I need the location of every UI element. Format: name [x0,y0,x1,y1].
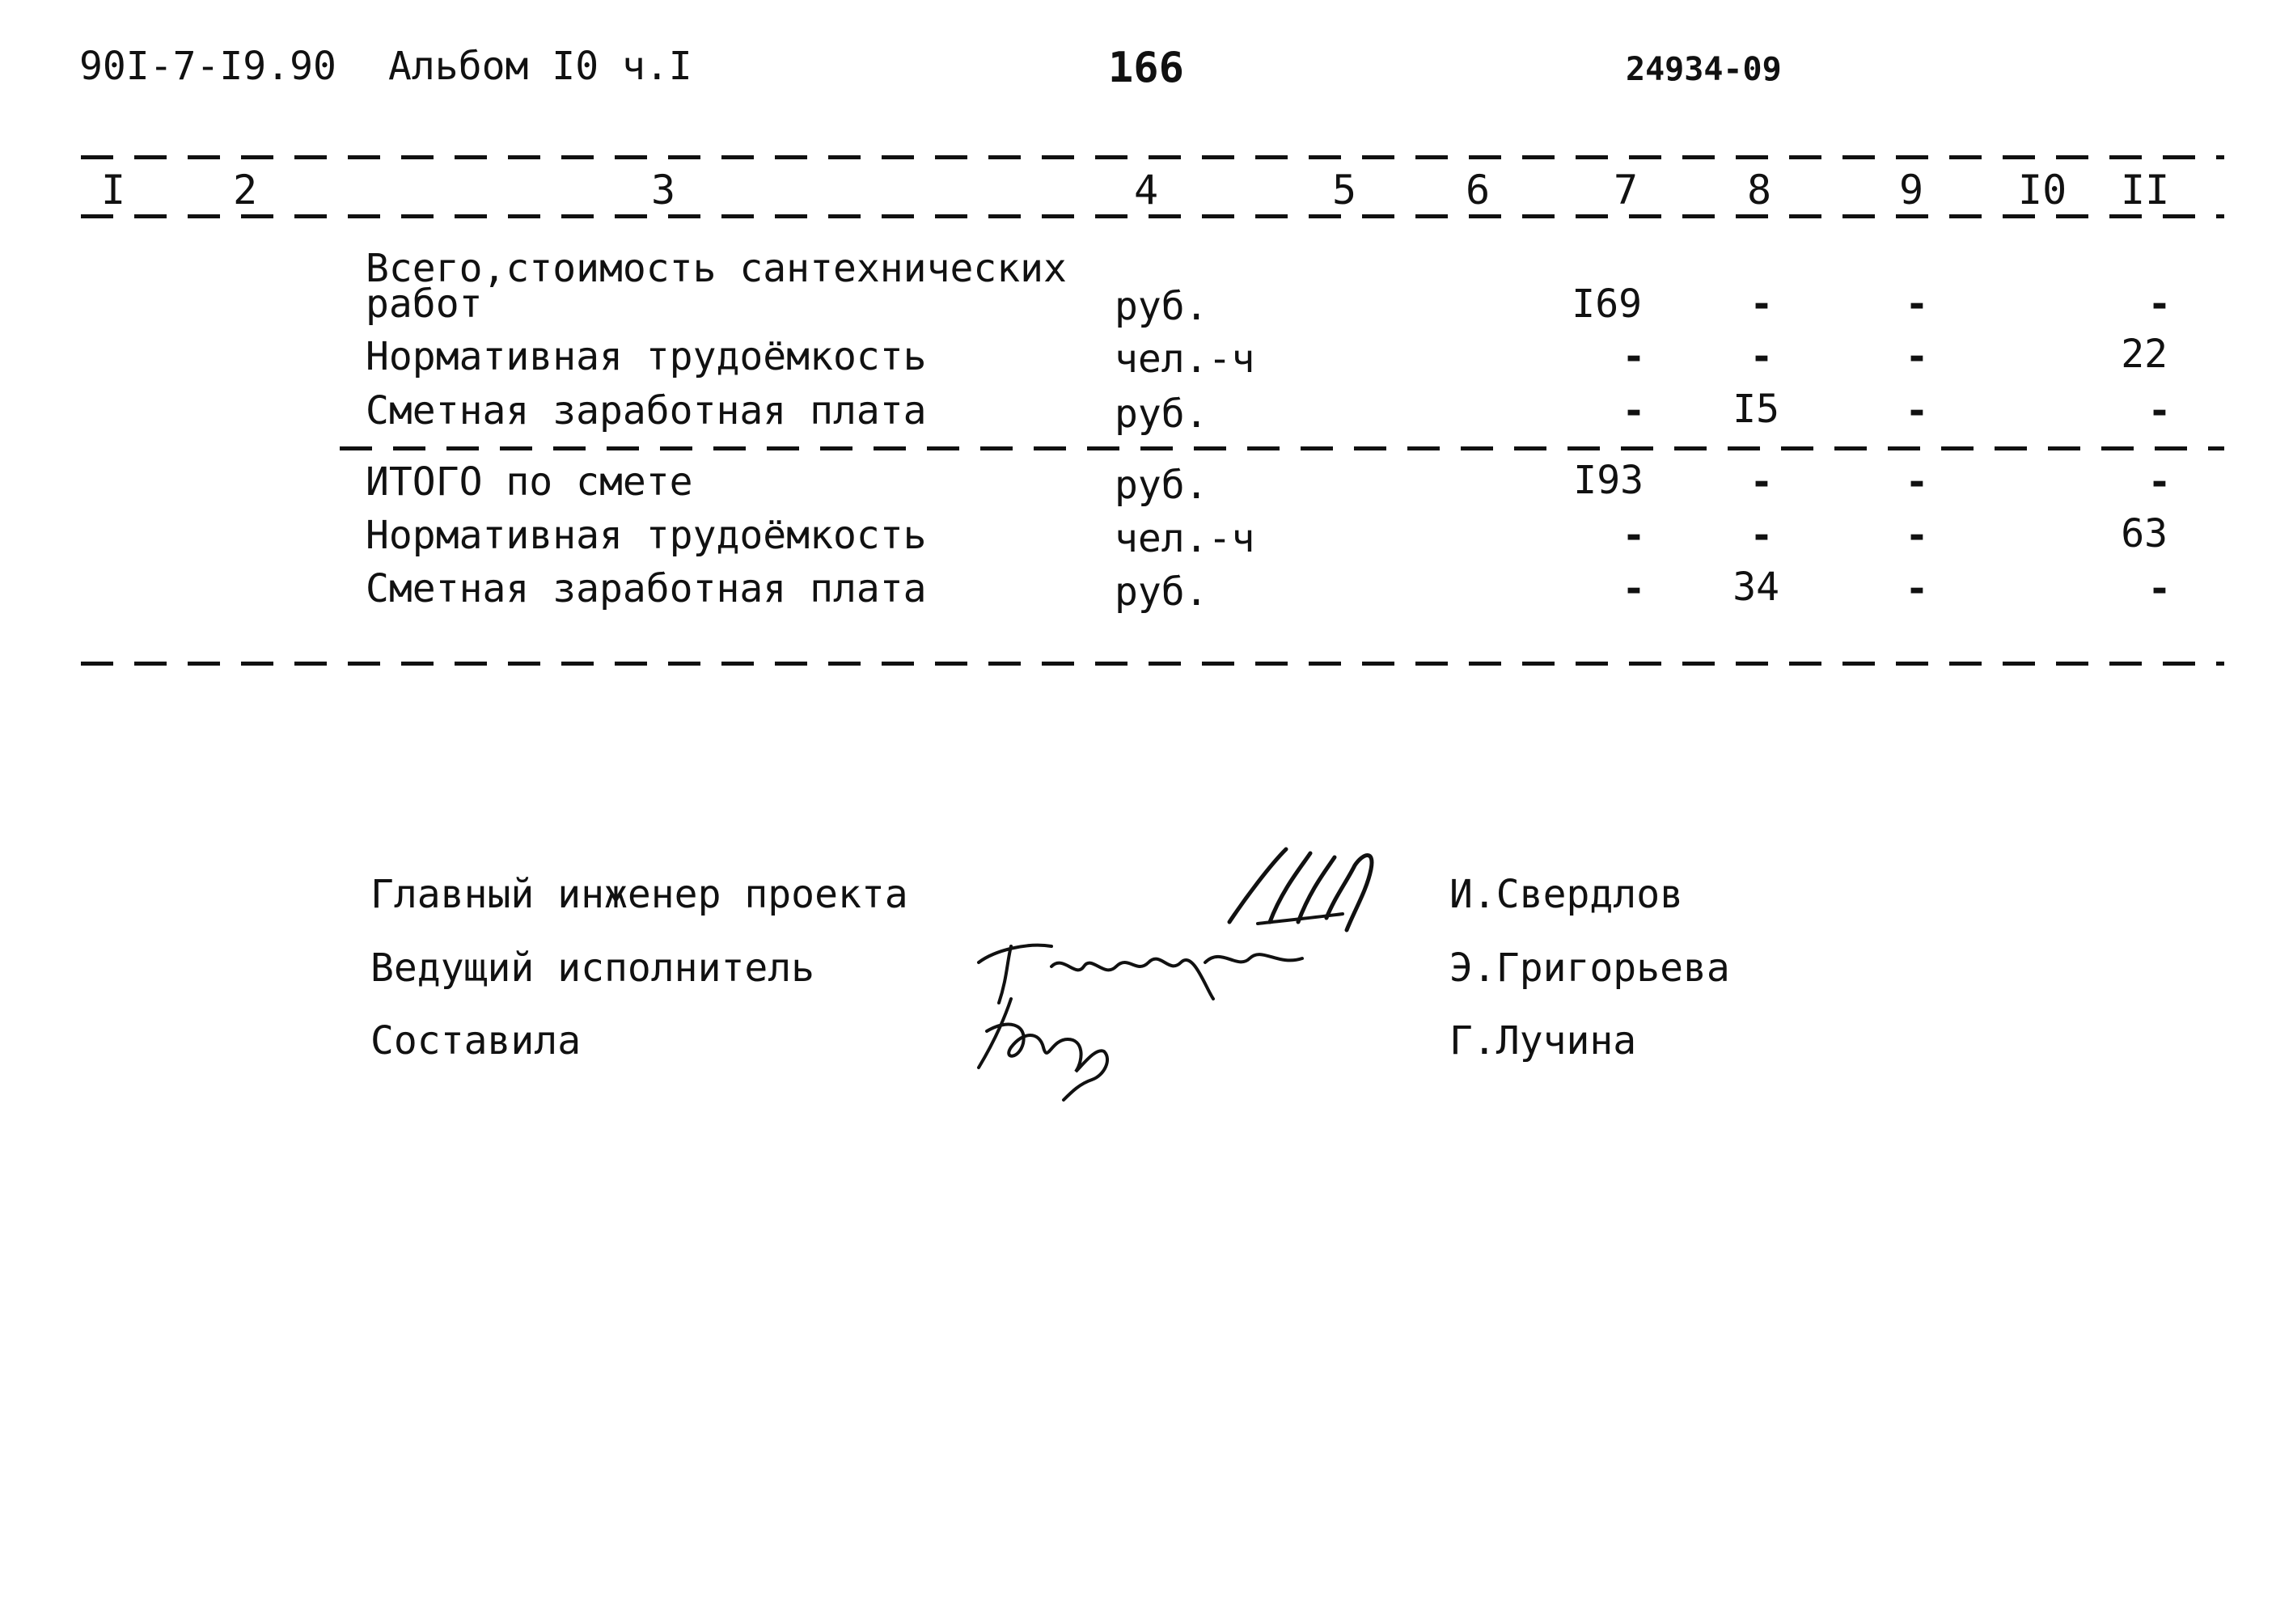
cell-col7: I69 [1572,281,1642,327]
column-number: 7 [1614,167,1639,214]
signatory-name: И.Свердлов [1449,872,1683,917]
document-code: 90I-7-I9.90 [79,44,336,89]
column-number: 6 [1466,167,1491,214]
page-number: 166 [1108,44,1184,92]
column-number: 4 [1134,167,1159,214]
table-bottom-rule [81,662,2224,666]
row-label: Нормативная трудоёмкость [366,334,927,379]
cell-col9: - [1905,388,1929,433]
cell-col11: - [2147,566,2172,611]
album-label: Альбом I0 ч.I [388,44,692,89]
row-unit: чел.-ч [1115,336,1255,382]
cell-col11: - [2147,459,2172,505]
row-unit: руб. [1115,463,1208,508]
row-unit: руб. [1115,284,1208,329]
cell-col8: - [1749,459,1774,505]
column-number: 9 [1899,167,1924,214]
row-unit: руб. [1115,569,1208,615]
cell-col11: 63 [2121,511,2168,556]
row-unit: чел.-ч [1115,516,1255,561]
cell-col7: - [1622,513,1646,558]
row-label: Сметная заработная плата [366,566,927,611]
signature-role: Ведущий исполнитель [370,945,815,991]
cell-col11: - [2147,281,2172,327]
cell-col8: 34 [1732,565,1779,610]
row-label: Всего,стоимость сантехнических [366,246,1067,291]
cell-col8: - [1749,281,1774,327]
signature-role: Составила [370,1018,582,1064]
cell-col11: 22 [2121,332,2168,377]
cell-col7: - [1622,566,1646,611]
row-label: Сметная заработная плата [366,388,927,433]
column-number: 3 [651,167,676,214]
handwritten-signature-chief-engineer [1213,833,1407,938]
cell-col8: - [1749,513,1774,558]
row-label: ИТОГО по смете [366,459,693,505]
table-top-rule [81,155,2224,159]
column-header-rule [81,214,2224,218]
column-number: 8 [1747,167,1772,214]
handwritten-signature-compiler [962,983,1157,1104]
section-divider [340,446,2224,450]
cell-col7: - [1622,388,1646,433]
row-label: Нормативная трудоёмкость [366,513,927,558]
column-number: 2 [233,167,258,214]
cell-col9: - [1905,513,1929,558]
row-unit: руб. [1115,391,1208,437]
signatory-name: Г.Лучина [1449,1018,1637,1064]
signature-role: Главный инженер проекта [370,872,908,917]
column-number: I [101,167,126,214]
column-number: 5 [1332,167,1357,214]
row-label: работ [366,281,483,327]
column-number: II [2121,167,2170,214]
cell-col8: - [1749,334,1774,379]
cell-col8: I5 [1732,387,1779,432]
cell-col9: - [1905,281,1929,327]
cell-col7: I93 [1573,458,1644,503]
column-number: I0 [2018,167,2067,214]
cell-col11: - [2147,388,2172,433]
archive-number: 24934-09 [1626,51,1782,88]
cell-col7: - [1622,334,1646,379]
cell-col9: - [1905,459,1929,505]
signatory-name: Э.Григорьева [1449,945,1730,991]
cell-col9: - [1905,566,1929,611]
cell-col9: - [1905,334,1929,379]
